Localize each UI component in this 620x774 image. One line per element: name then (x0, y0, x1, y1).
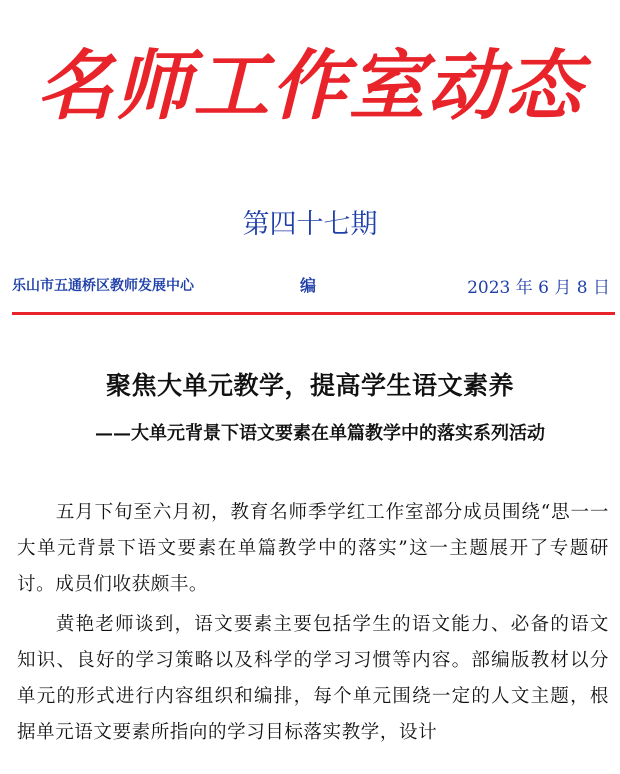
header-divider (12, 312, 615, 315)
editor-mark: 编 (300, 276, 317, 295)
article-subtitle: ——大单元背景下语文要素在单篇教学中的落实系列活动 (95, 423, 545, 444)
article-body (17, 495, 609, 754)
issue-number: 第四十七期 (242, 209, 378, 240)
masthead-title: 名师工作室动态 (37, 41, 583, 130)
article-paragraph: 五月下旬至六月初，教育名师季学红工作室部分成员围绕“思一一大单元背景下语文要素在单篇教学中的落实”这一主题展开了专题研讨。成员们收获颇丰。 (17, 502, 609, 596)
article-title: 聚焦大单元教学，提高学生语文素养 (105, 371, 514, 400)
article-paragraph: 黄艳老师谈到，语文要素主要包括学生的语文能力、必备的语文知识、良好的学习策略以及科学的学习习惯等内容。部编版教材以分单元的形式进行内容组织和编排，每个单元围绕一定的人文主题，根据单元语文要素所指向的学习目标落实教学，设计 (17, 613, 609, 744)
publisher-name: 乐山市五通桥区教师发展中心 (12, 278, 194, 294)
publication-info (12, 272, 610, 298)
publication-date: 2023 年 6 月 8 日 (467, 278, 610, 298)
